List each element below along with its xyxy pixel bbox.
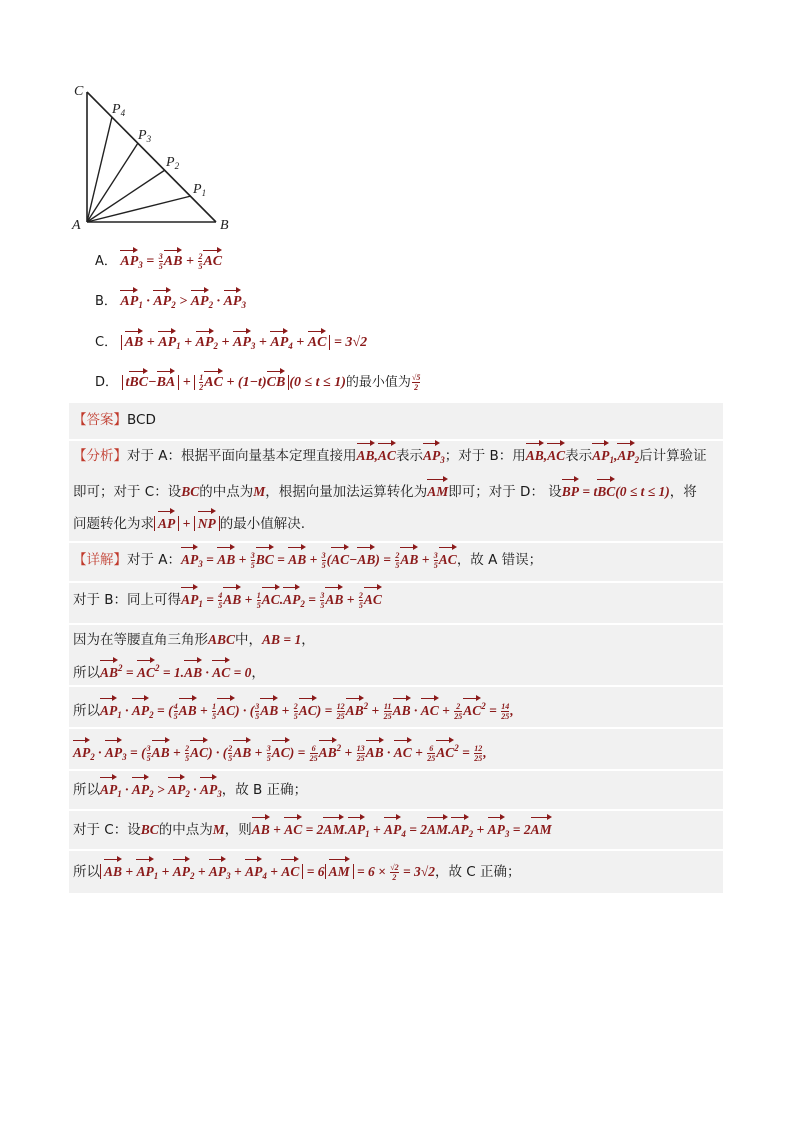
- triangle-figure: [70, 78, 240, 240]
- label-p1: $P_1$: [193, 182, 207, 198]
- detail-line-8: 对于 C：设BC的中点为M，则AB + AC = $2AM.AP_1 + AP_4 = 2AM.AP_2 + AP_3 = 2AM$: [73, 819, 719, 845]
- detail-tag: 【详解】: [73, 552, 127, 568]
- detail-line-5: 所以$AP_1 \cdot AP_2$ = ( $\frac{4}{5}$ AB + $\frac{1}{5}$ AC) · ( $\frac{3}{5}$ AB + $\frac{2}{5}$ AC) = $\frac{12}{25}$ $AB^2$ + $\frac{11}{25}$ AB · AC + $\frac{2}{25}$ $AC^2$ = $\frac{14}{25}$ ,: [73, 701, 514, 722]
- detail-line-4: 所以$AB^2 = AC^2 = 1.AB$ · AC = 0，: [73, 657, 719, 684]
- label-c: C: [74, 84, 84, 99]
- triangle-diagram: [70, 78, 240, 240]
- detail-line-1: 【详解】对于 A：$AP_3$ = AB + $\frac{3}{5}$ BC = AB + $\frac{3}{5}$ (AC−AB) = $\frac{2}{5}$ AB + $\frac{3}{5}$ AC，故 A 错误；: [73, 549, 719, 575]
- detail-line-7: 所以$AP_1 \cdot AP_2 > AP_2 \cdot AP_3$，故 B 正确；: [73, 779, 719, 805]
- option-c-letter: C．: [95, 335, 118, 350]
- analysis-line-2: 即可；对于 C：设BC的中点为M，根据向量加法运算转化为AM即可；对于 D： 设BP = tBC(0 ≤ t ≤ 1)，将: [73, 481, 719, 503]
- option-b-letter: B．: [95, 294, 117, 309]
- answer-row: [73, 409, 719, 431]
- analysis-line-1: 【分析】对于 A：根据平面向量基本定理直接用AB,AC表示$AP_3$；对于 B：用AB,AC表示$AP_1,AP_2$后计算验证: [73, 445, 719, 471]
- detail-line-2: 对于 B：同上可得$AP_1$ = $\frac{4}{5}$ AB + $\frac{1}{5}$ $AC.AP_2$ = $\frac{3}{5}$ AB + $\frac{2}{5}$ AC: [73, 589, 719, 615]
- answer-value: BCD: [127, 412, 156, 428]
- label-p3: $P_3$: [138, 128, 152, 144]
- analysis-line-3: 问题转化为求 AP + NP 的最小值解决.: [73, 513, 719, 535]
- option-d-letter: D．: [95, 375, 119, 390]
- option-c-rhs: = 3√2: [333, 335, 368, 350]
- option-c: [95, 333, 367, 356]
- option-b-formula: $AP_1 \cdot AP_2 > AP_2 \cdot AP_3$: [120, 294, 246, 310]
- label-a: A: [72, 218, 81, 233]
- label-b: B: [220, 218, 229, 233]
- option-a-letter: A．: [95, 254, 117, 269]
- solution-panel: [69, 403, 723, 893]
- option-d: D． tBC−BA + $\frac{1}{2}$ AC + (1−t)CB (0 ≤ t ≤ 1)的最小值为 $\frac{√5}{2}$: [95, 373, 421, 393]
- detail-line-9: 所以 AB + $AP_1 + AP_2 + AP_3 + AP_4$ + AC = 6 AM = 6 × $\frac{√2}{2}$ = 3√2，故 C 正确；: [73, 861, 719, 887]
- label-p2: $P_2$: [166, 155, 180, 171]
- detail-line-6: $AP_2 \cdot AP_3$ = ( $\frac{3}{5}$ AB + $\frac{2}{5}$ AC) · ( $\frac{2}{5}$ AB + $\frac{3}{5}$ AC) = $\frac{6}{25}$ $AB^2$ + $\frac{13}{25}$ AB · AC + $\frac{6}{25}$ $AC^2$ = $\frac{12}{25}$ ,: [73, 743, 487, 764]
- option-d-formula: tBC−BA + $\frac{1}{2}$ AC + (1−t)CB (0 ≤ t ≤ 1): [122, 375, 346, 390]
- detail-line-3: 因为在等腰直角三角形ABC中，AB = 1，: [73, 632, 315, 648]
- option-b: [95, 292, 246, 315]
- label-p4: $P_4$: [112, 102, 126, 118]
- option-d-text: 的最小值为: [345, 375, 411, 390]
- answer-tag: 【答案】: [73, 412, 127, 428]
- option-a-formula: $AP_3$ = $\frac{3}{5}$ AB + $\frac{2}{5}$ AC: [120, 252, 223, 272]
- option-a: [95, 252, 222, 275]
- analysis-tag: 【分析】: [73, 448, 127, 464]
- option-c-formula: AB + $AP_1 + AP_2 + AP_3 + AP_4$ + AC = 3√2: [121, 335, 368, 350]
